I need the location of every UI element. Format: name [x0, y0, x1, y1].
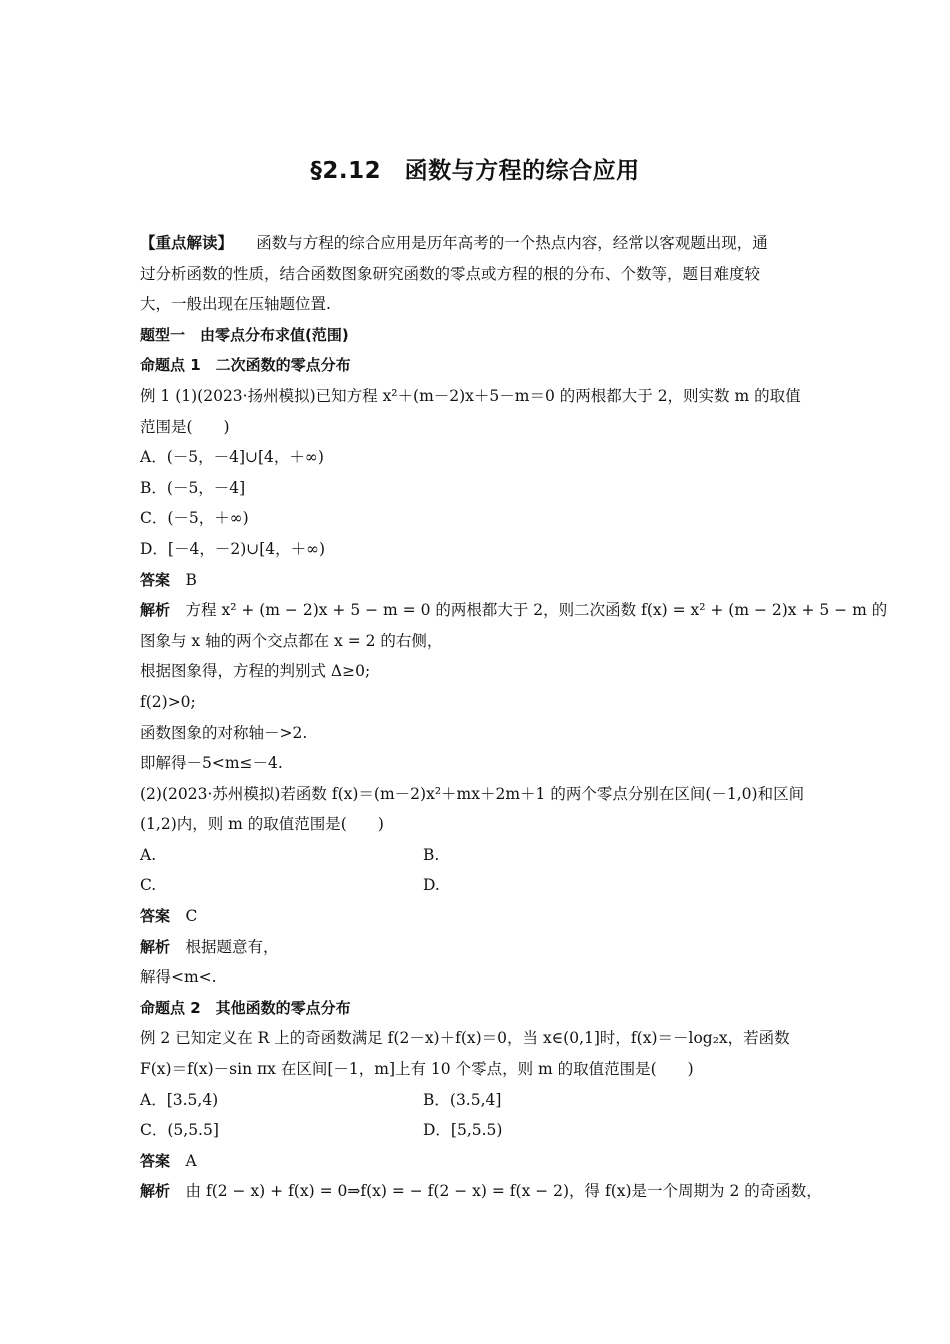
ex1b-option-b: B.: [423, 845, 440, 864]
ex1b-analysis-label: 解析: [140, 937, 171, 956]
ex1-analysis-line-6: 即解得－5<m≤－4.: [140, 754, 283, 773]
point-heading-2: 命题点 2 其他函数的零点分布: [140, 998, 351, 1017]
ex2-analysis-line-1: [140, 1176, 822, 1207]
page-title: §2.12 函数与方程的综合应用: [310, 158, 640, 184]
ex1b-analysis-text-1: 根据题意有，: [185, 937, 279, 956]
ex1b-answer: C: [185, 907, 198, 926]
ex1b-question-line-1: (2)(2023·苏州模拟)若函数 f(x)＝(m－2)x²＋mx＋2m＋1 的两个零点分别在区间(－1,0)和区间: [140, 784, 805, 803]
ex1-option-b: B．(－5，－4]: [140, 478, 246, 497]
ex2-question-line-1: 例 2 已知定义在 R 上的奇函数满足 f(2－x)＋f(x)＝0，当 x∈(0,1]时，f(x)＝－log₂x，若函数: [140, 1029, 790, 1048]
ex2-answer-line: [140, 1146, 812, 1177]
ex1b-analysis-line-1: [140, 932, 812, 963]
ex1-analysis-line-3: 根据图象得，方程的判别式 Δ≥0;: [140, 662, 371, 681]
ex1-question-line-2: 范围是( ): [140, 417, 230, 436]
ex2-options-row-1: [140, 1085, 812, 1116]
ex1b-option-a: A.: [140, 845, 157, 864]
ex1b-answer-label: 答案: [140, 907, 171, 926]
point-heading-1: 命题点 1 二次函数的零点分布: [140, 356, 351, 375]
ex2-option-a: A．[3.5,4): [140, 1090, 219, 1109]
ex1b-options-row-2: [140, 870, 812, 901]
ex1-analysis-line-1: [140, 595, 888, 626]
ex1-analysis-text-1: 方程 x² + (m − 2)x + 5 − m = 0 的两根都大于 2，则二次函数 f(x) = x² + (m − 2)x + 5 − m 的: [185, 601, 888, 620]
ex2-answer-label: 答案: [140, 1151, 171, 1170]
ex2-option-d: D．[5,5.5): [423, 1121, 503, 1140]
ex1b-option-c: C.: [140, 876, 157, 895]
intro-text-1: 函数与方程的综合应用是历年高考的一个热点内容，经常以客观题出现，通: [225, 234, 768, 252]
intro-label: 【重点解读】: [140, 234, 226, 252]
ex1-analysis-line-4: f(2)>0;: [140, 692, 196, 711]
ex2-analysis-label: 解析: [140, 1182, 171, 1201]
ex1-analysis-line-2: 图象与 x 轴的两个交点都在 x = 2 的右侧，: [140, 631, 443, 650]
ex2-answer: A: [185, 1151, 197, 1170]
ex1-answer-line: [140, 565, 812, 596]
intro-line-3: 大，一般出现在压轴题位置.: [140, 295, 331, 314]
ex2-option-b: B．(3.5,4]: [423, 1090, 502, 1109]
type-heading-1: 题型一 由零点分布求值(范围): [140, 325, 349, 344]
ex1-analysis-line-5: 函数图象的对称轴－>2.: [140, 723, 308, 742]
ex1b-option-d: D.: [423, 876, 440, 895]
ex2-question-line-2: F(x)＝f(x)－sin πx 在区间[－1，m]上有 10 个零点，则 m 的取值范围是( ): [140, 1060, 694, 1079]
ex2-analysis-text-1: 由 f(2 − x) + f(x) = 0⇒f(x) = − f(2 − x) = f(x − 2)，得 f(x)是一个周期为 2 的奇函数，: [185, 1182, 822, 1201]
ex1-option-a: A．(－5，－4]∪[4，＋∞): [140, 448, 324, 467]
intro-line-2: 过分析函数的性质，结合函数图象研究函数的零点或方程的根的分布、个数等，题目难度较: [140, 264, 761, 283]
ex1-question-line-1: 例 1 (1)(2023·扬州模拟)已知方程 x²＋(m－2)x＋5－m＝0 的两根都大于 2，则实数 m 的取值: [140, 386, 801, 405]
ex1-analysis-label: 解析: [140, 601, 171, 620]
ex2-options-row-2: [140, 1115, 812, 1146]
intro-line-1: [140, 228, 812, 259]
ex1-option-c: C．(－5，＋∞): [140, 509, 249, 528]
ex1b-question-line-2: (1,2)内，则 m 的取值范围是( ): [140, 815, 384, 834]
ex1-answer: B: [185, 570, 197, 589]
document-body: [140, 228, 888, 1207]
ex1-option-d: D．[－4，－2)∪[4，＋∞): [140, 539, 326, 558]
ex1b-options-row-1: [140, 840, 812, 871]
ex1b-analysis-line-2: 解得<m<.: [140, 968, 217, 987]
ex1b-answer-line: [140, 901, 812, 932]
ex2-option-c: C．(5,5.5]: [140, 1121, 219, 1140]
ex1-answer-label: 答案: [140, 570, 171, 589]
